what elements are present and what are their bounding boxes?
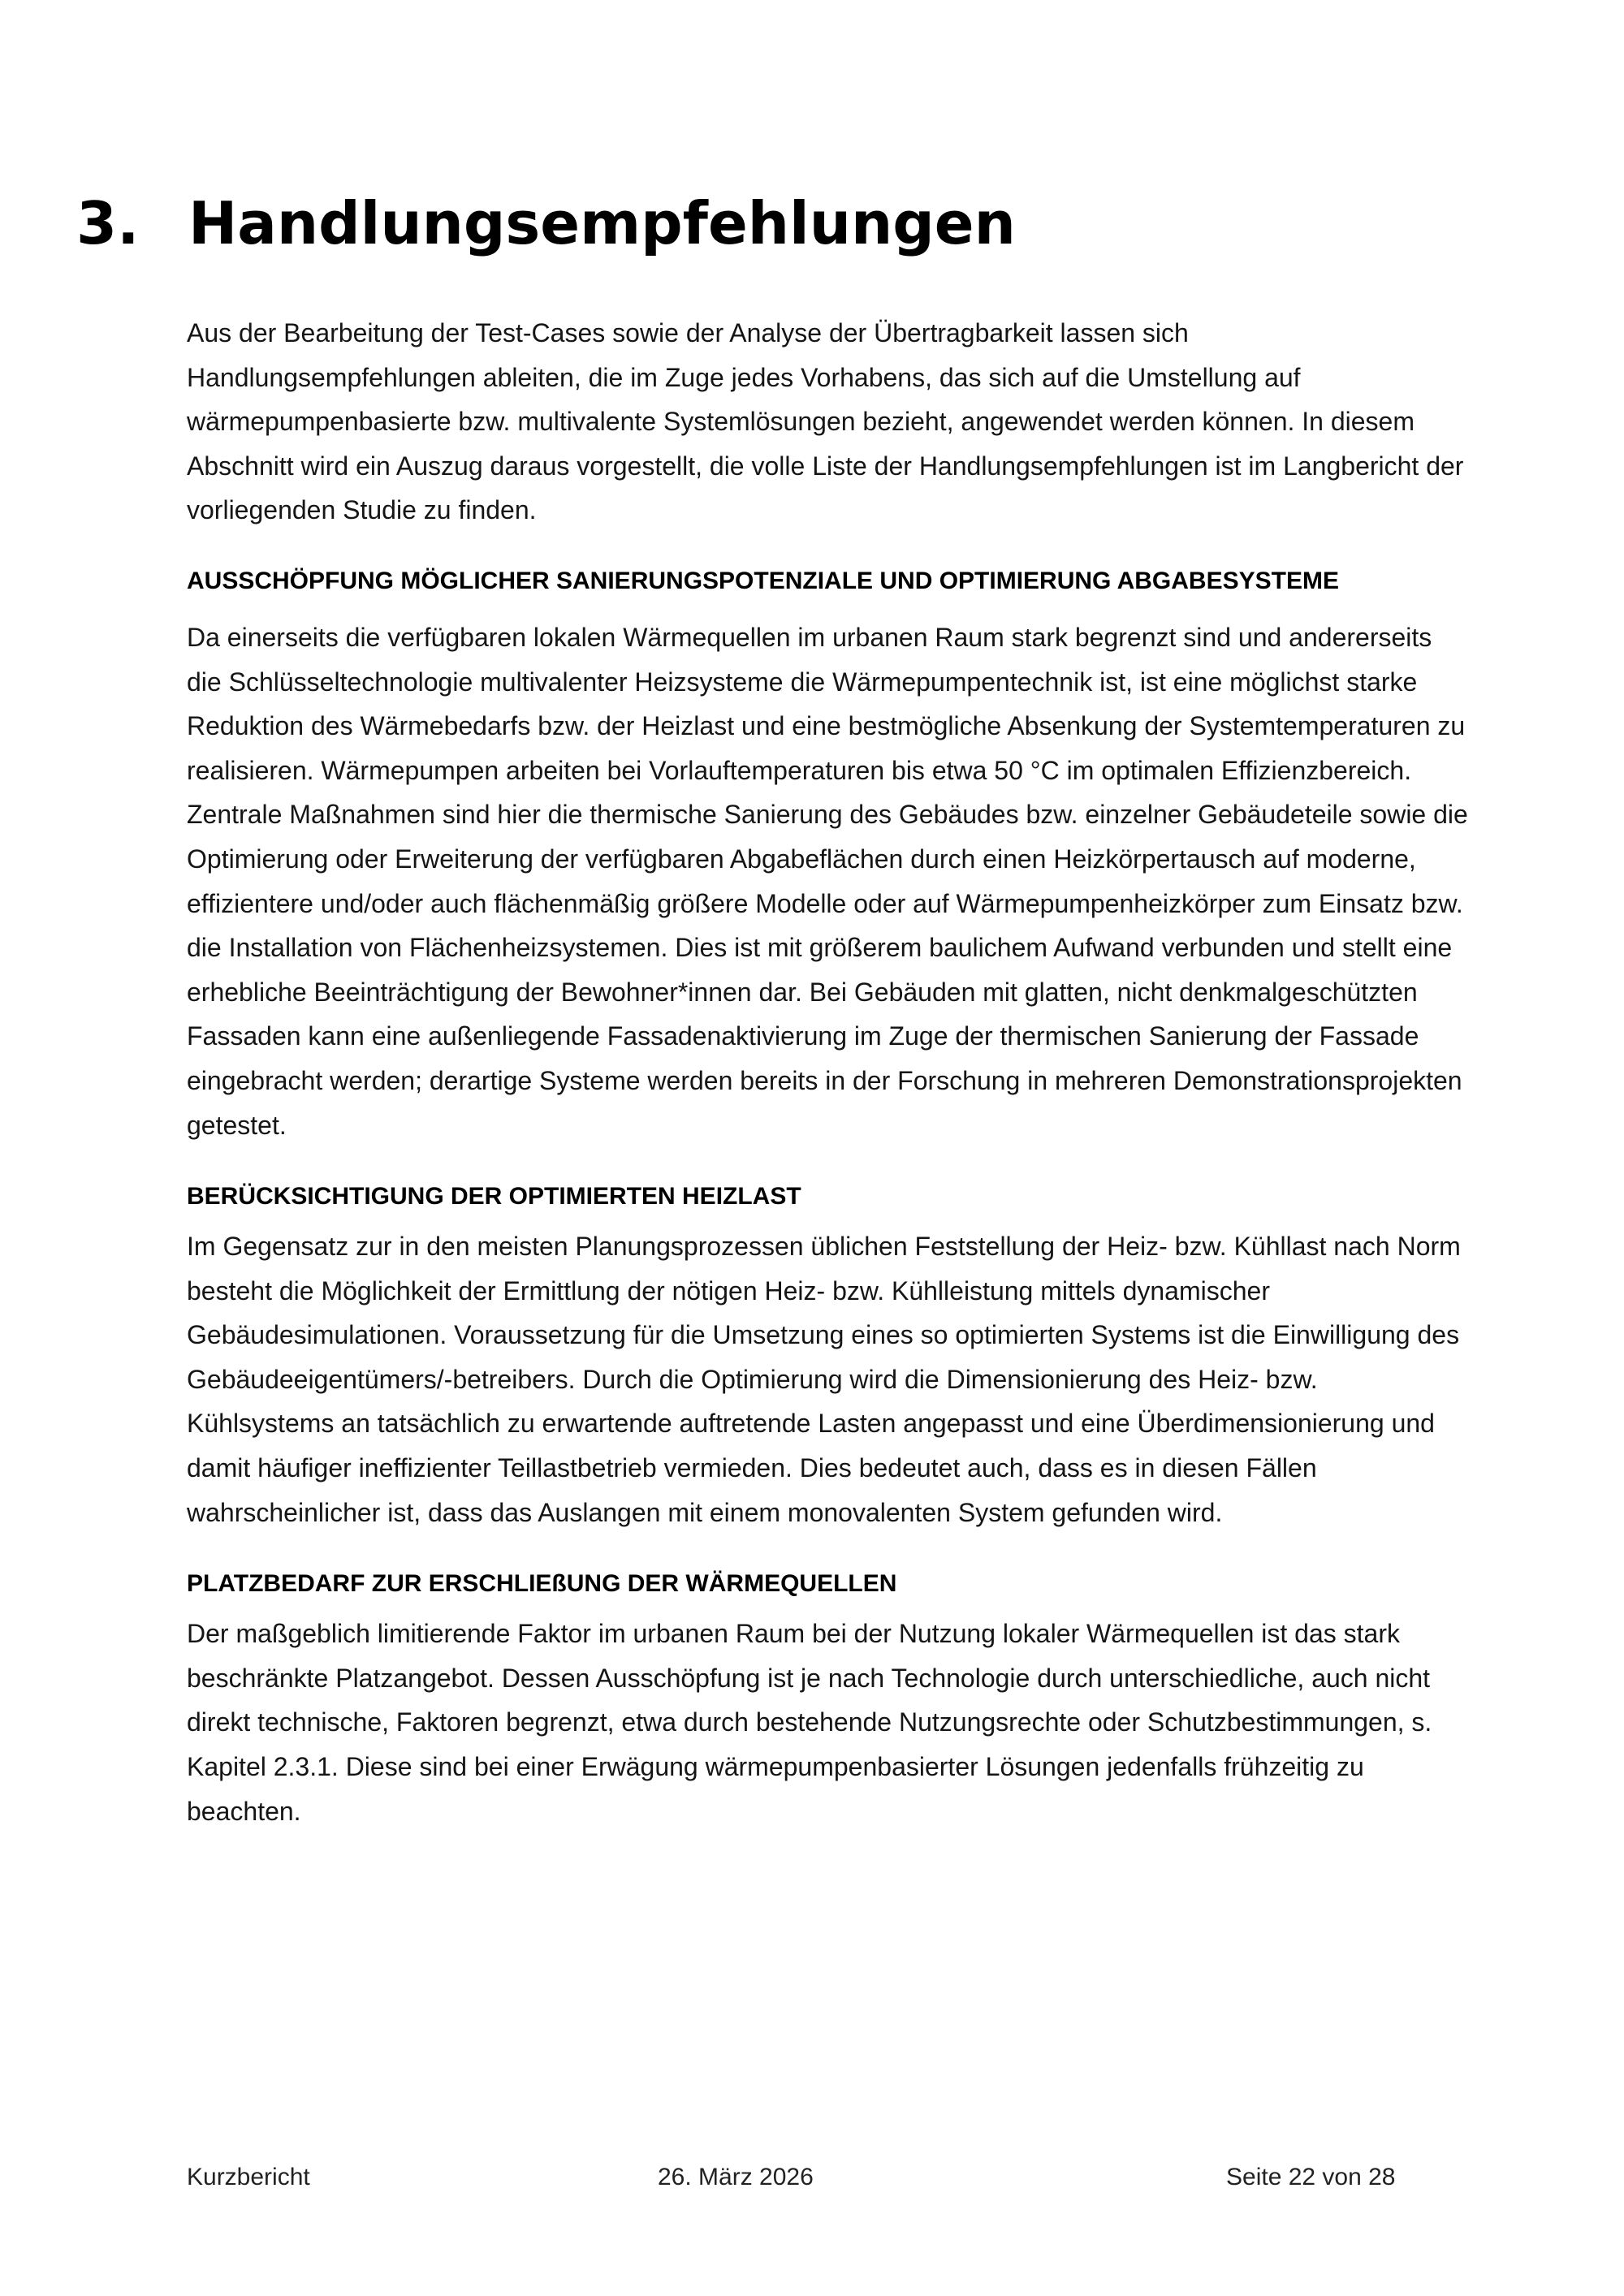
section-heading-platzbedarf: PLATZBEDARF ZUR ERSCHLIEßUNG DER WÄRMEQUELLEN [187,1570,897,1598]
footer-report-type: Kurzbericht [187,2164,310,2190]
footer-date: 26. März 2026 [658,2164,814,2190]
section-heading-heizlast: BERÜCKSICHTIGUNG DER OPTIMIERTEN HEIZLAST [187,1183,801,1211]
chapter-number: 3. [76,189,140,257]
chapter-title: Handlungsempfehlungen [188,189,1016,257]
section-text-sanierung: Da einerseits die verfügbaren lokalen Wärmequellen im urbanen Raum stark begrenzt sind und andererseits die Schlüsseltechnologie multivalenter Heizsysteme die Wärmepumpentechnik ist, ist eine möglichst starke Reduktion des Wärmebedarfs bzw. der Heizlast und eine bestmögliche Absenkung der Systemtemperaturen zu realisieren. Wärmepumpen arbeiten bei Vorlauftemperaturen bis etwa 50 °C im optimalen Effizienzbereich. Zentrale Maßnahmen sind hier die thermische Sanierung des Gebäudes bzw. einzelner Gebäudeteile sowie die Optimierung oder Erweiterung der verfügbaren Abgabeflächen durch einen Heizkörpertausch auf moderne, effizientere und/oder auch flächenmäßig größere Modelle oder auf Wärmepumpenheizkörper zum Einsatz bzw. die Installation von Flächenheizsystemen. Dies ist mit größerem baulichem Aufwand verbunden und stellt eine erhebliche Beeinträchtigung der Bewohner*innen dar. Bei Gebäuden mit glatten, nicht denkmalgeschützten Fassaden kann eine außenliegende Fassadenaktivierung im Zuge der thermischen Sanierung der Fassade eingebracht werden; derartige Systeme werden bereits in der Forschung in mehreren Demonstrationsprojekten getestet. [187,622,1468,1140]
section-text-platzbedarf: Der maßgeblich limitierende Faktor im urbanen Raum bei der Nutzung lokaler Wärmequellen ist das stark beschränkte Platzangebot. Dessen Ausschöpfung ist je nach Technologie durch unterschiedliche, auch nicht direkt technische, Faktoren begrenzt, etwa durch bestehende Nutzungsrechte oder Schutzbestimmungen, s. Kapitel 2.3.1. Diese sind bei einer Erwägung wärmepumpenbasierter Lösungen jedenfalls frühzeitig zu beachten. [187,1619,1432,1826]
chapter-heading [76,183,1016,264]
section-text-heizlast: Im Gegensatz zur in den meisten Planungsprozessen üblichen Feststellung der Heiz- bzw. Kühllast nach Norm besteht die Möglichkeit der Ermittlung der nötigen Heiz- bzw. Kühlleistung mittels dynamischer Gebäudesimulationen. Voraussetzung für die Umsetzung eines so optimierten Systems ist die Einwilligung des Gebäudeeigentümers/-betreibers. Durch die Optimierung wird die Dimensionierung des Heiz- bzw. Kühlsystems an tatsächlich zu erwartende auftretende Lasten angepasst und eine Überdimensionierung und damit häufiger ineffizienter Teillastbetrieb vermieden. Dies bedeutet auch, dass es in diesen Fällen wahrscheinlicher ist, dass das Auslangen mit einem monovalenten System gefunden wird. [187,1232,1461,1527]
body-content [187,311,1470,1833]
intro-paragraph: Aus der Bearbeitung der Test-Cases sowie der Analyse der Übertragbarkeit lassen sich Handlungsempfehlungen ableiten, die im Zuge jedes Vorhabens, das sich auf die Umstellung auf wärmepumpenbasierte bzw. multivalente Systemlösungen bezieht, angewendet werden können. In diesem Abschnitt wird ein Auszug daraus vorgestellt, die volle Liste der Handlungsempfehlungen ist im Langbericht der vorliegenden Studie zu finden. [187,318,1464,525]
footer-page-number: Seite 22 von 28 [1226,2164,1396,2190]
section-heading-sanierung: AUSSCHÖPFUNG MÖGLICHER SANIERUNGSPOTENZIALE UND OPTIMIERUNG ABGABESYSTEME [187,567,1339,594]
